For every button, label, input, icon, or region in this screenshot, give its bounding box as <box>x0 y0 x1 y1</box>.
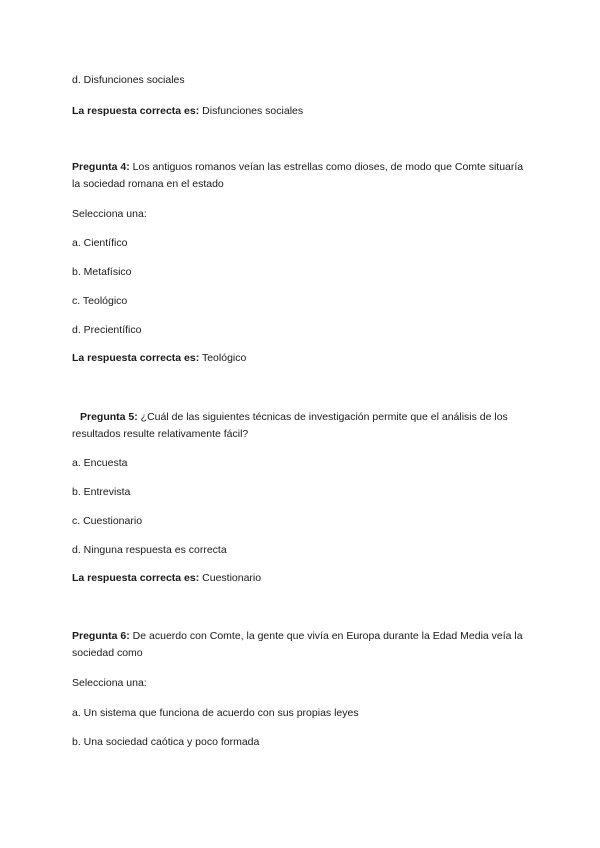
answer-label: La respuesta correcta es: <box>72 105 200 117</box>
q6-prompt: Selecciona una: <box>72 677 147 689</box>
q6-question-text: De acuerdo con Comte, la gente que vivía en Europa durante la Edad Media veía la sociedad como <box>72 630 523 659</box>
q4-question-text: Los antiguos romanos veían las estrellas como dioses, de modo que Comte situaría la sociedad romana en el estado <box>72 161 524 190</box>
q6-option-a: a. Un sistema que funciona de acuerdo con sus propias leyes <box>72 707 359 719</box>
answer-label: La respuesta correcta es: <box>72 352 200 364</box>
answer-label: La respuesta correcta es: <box>72 572 200 584</box>
q5-option-c: c. Cuestionario <box>72 515 143 527</box>
q4-option-c: c. Teológico <box>72 295 128 307</box>
q4-option-b: b. Metafísico <box>72 266 132 278</box>
q5-option-b: b. Entrevista <box>72 486 131 498</box>
q5-option-a: a. Encuesta <box>72 457 128 469</box>
q3-correct-answer <box>72 104 303 118</box>
q6-label: Pregunta 6: <box>72 630 130 642</box>
q4-option-d: d. Precientífico <box>72 324 142 336</box>
q4-prompt: Selecciona una: <box>72 208 147 220</box>
q4-option-a: a. Científico <box>72 237 128 249</box>
q6-question <box>72 628 532 662</box>
q4-label: Pregunta 4: <box>72 161 130 173</box>
q6-option-b: b. Una sociedad caótica y poco formada <box>72 736 260 748</box>
q5-question <box>72 409 532 443</box>
answer-value: Teológico <box>199 352 247 364</box>
q5-question-text: ¿Cuál de las siguientes técnicas de investigación permite que el análisis de los resultados resulte relativamente fácil? <box>72 411 508 440</box>
q4-correct-answer <box>72 351 246 365</box>
answer-value: Disfunciones sociales <box>199 105 304 117</box>
q5-option-d: d. Ninguna respuesta es correcta <box>72 544 227 556</box>
q4-question <box>72 159 532 193</box>
q5-correct-answer <box>72 571 261 585</box>
q3-option-d: d. Disfunciones sociales <box>72 74 185 86</box>
answer-value: Cuestionario <box>199 572 262 584</box>
q5-label: Pregunta 5: <box>80 411 138 423</box>
